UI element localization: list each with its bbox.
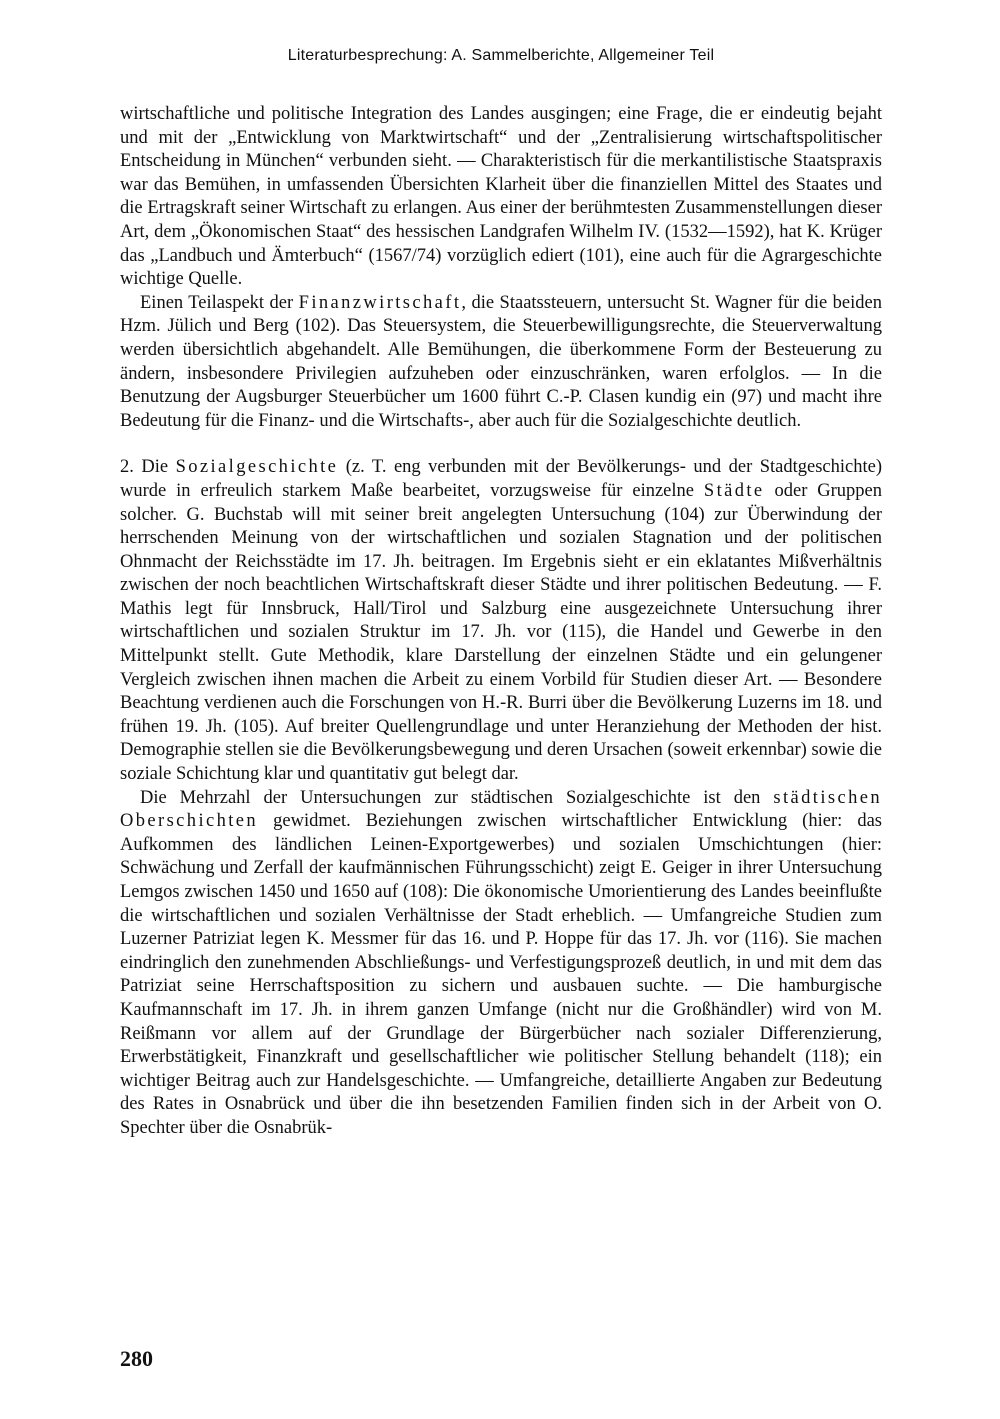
keyword-staedtische-oberschichten: städtischen Oberschichten <box>120 787 882 832</box>
body-text <box>120 103 882 1141</box>
paragraph-4-start: Die Mehrzahl der Untersuchungen zur städtischen Sozialgeschichte ist den <box>140 787 774 808</box>
paragraph-2-rest: , die Staatssteuern, untersucht St. Wagner für die beiden Hzm. Jülich und Berg (102). Das Steuersystem, die Steuerbewilligungsrechte, die Steuerverwaltung werden übersichtlich abgehandelt. Alle Bemühungen, die überkommene Form der Besteuerung zu ändern, insbesondere Privilegien aufzuheben oder einzuschränken, waren erfolglos. — In die Benutzung der Augsburger Steuerbücher um 1600 führt C.-P. Clasen kundig ein (97) und macht ihre Bedeutung für die Finanz- und die Wirtschafts-, aber auch für die Sozialgeschichte deutlich. <box>120 292 882 431</box>
paragraph-3-mid: (z. T. eng verbunden mit der Bevölkerungs- und der Stadtgeschichte) wurde in erfreulich starkem Maße bearbeitet, vorzugsweise für einzelne <box>120 457 882 501</box>
keyword-finanzwirtschaft: Finanzwirtschaft <box>298 292 462 313</box>
paragraph-3 <box>120 456 882 786</box>
paragraph-3-rest: oder Gruppen solcher. G. Buchstab will mit seiner breit angelegten Untersuchung (104) zur Überwindung der herrschenden Meinung von der wirtschaftlichen und sozialen Stagnation und der politischen Ohnmacht der Reichsstädte im 17. Jh. beitragen. Im Ergebnis sieht er ein eklatantes Mißverhältnis zwischen der noch beachtlichen Wirtschaftskraft dieser Städte und ihrer politischen Bedeutung. — F. Mathis legt für Innsbruck, Hall/Tirol und Salzburg eine ausgezeichnete Untersuchung ihrer wirtschaftlichen und sozialen Struktur im 17. Jh. vor (115), die Handel und Gewerbe in den Mittelpunkt stellt. Gute Methodik, klare Darstellung der einzelnen Städte und ein gelungener Vergleich zwischen ihnen machen die Arbeit zu einem Vorbild für Studien dieser Art. — Besondere Beachtung verdienen auch die Forschungen von H.-R. Burri über die Bevölkerung Luzerns im 18. und frühen 19. Jh. (105). Auf breiter Quellengrundlage und unter Heranziehung der Methoden der hist. Demographie stellen sie die Bevölkerungsbewegung und deren Ursachen (soweit erkennbar) sowie die soziale Schichtung klar und quantitativ gut belegt dar. <box>120 480 883 785</box>
keyword-staedte: Städte <box>703 480 765 501</box>
keyword-sozialgeschichte: Sozialgeschichte <box>175 457 339 478</box>
running-head: Literaturbesprechung: A. Sammelberichte, Allgemeiner Teil <box>287 47 715 64</box>
paragraph-4 <box>120 787 882 1141</box>
paragraph-3-start: 2. Die <box>120 457 176 478</box>
paragraph-4-rest: gewidmet. Beziehungen zwischen wirtschaftlicher Entwicklung (hier: das Aufkommen des ländlichen Leinen-Exportgewerbes) und sozialen Umschichtungen (hier: Schwächung und Zerfall der kaufmännischen Führungsschicht) zeigt E. Geiger in ihrer Untersuchung Lemgos zwischen 1450 und 1650 auf (108): Die ökonomische Umorientierung des Landes beeinflußte die wirtschaftlichen und sozialen Verhältnisse der Stadt erheblich. — Umfangreiche Studien zum Luzerner Patriziat legen K. Messmer für das 16. und P. Hoppe für das 17. Jh. vor (116). Sie machen eindringlich den zunehmenden Abschließungs- und Verfestigungsprozeß deutlich, in und mit dem das Patriziat seine Herrschaftsposition zu sichern und ausbauen suchte. — Die hamburgische Kaufmannschaft im 17. Jh. in ihrem ganzen Umfange (nicht nur die Großhändler) wird von M. Reißmann vor allem auf der Grundlage der Bürgerbücher nach sozialer Differenzierung, Erwerbstätigkeit, Finanzkraft und gesellschaftlicher wie politischer Stellung behandelt (118); ein wichtiger Beitrag auch zur Handelsgeschichte. — Umfangreiche, detaillierte Angaben zur Bedeutung des Rates in Osnabrück und über die ihn besetzenden Familien finden sich in der Arbeit von O. Spechter über die Osnabrük- <box>120 811 882 1138</box>
paragraph-1: wirtschaftliche und politische Integration des Landes ausgingen; eine Frage, die er eindeutig bejaht und mit der „Entwicklung von Marktwirtschaft“ und der „Zentralisierung wirtschaftspolitischer Entscheidung in München“ verbunden sieht. — Charakteristisch für die merkantilistische Staatspraxis war das Bemühen, in umfassenden Übersichten Klarheit über die finanziellen Mittel des Staates und die Ertragskraft seiner Wirtschaft zu erlangen. Aus einer der berühmtesten Zusammenstellungen dieser Art, dem „Ökonomischen Staat“ des hessischen Landgrafen Wilhelm IV. (1532—1592), hat K. Krüger das „Landbuch und Ämterbuch“ (1567/74) vorzüglich ediert (101), eine auch für die Agrargeschichte wichtige Quelle. <box>120 104 882 290</box>
paragraph-2-start: Einen Teilaspekt der <box>140 292 299 313</box>
paragraph-2 <box>120 292 882 434</box>
page-number: 280 <box>120 1346 153 1371</box>
